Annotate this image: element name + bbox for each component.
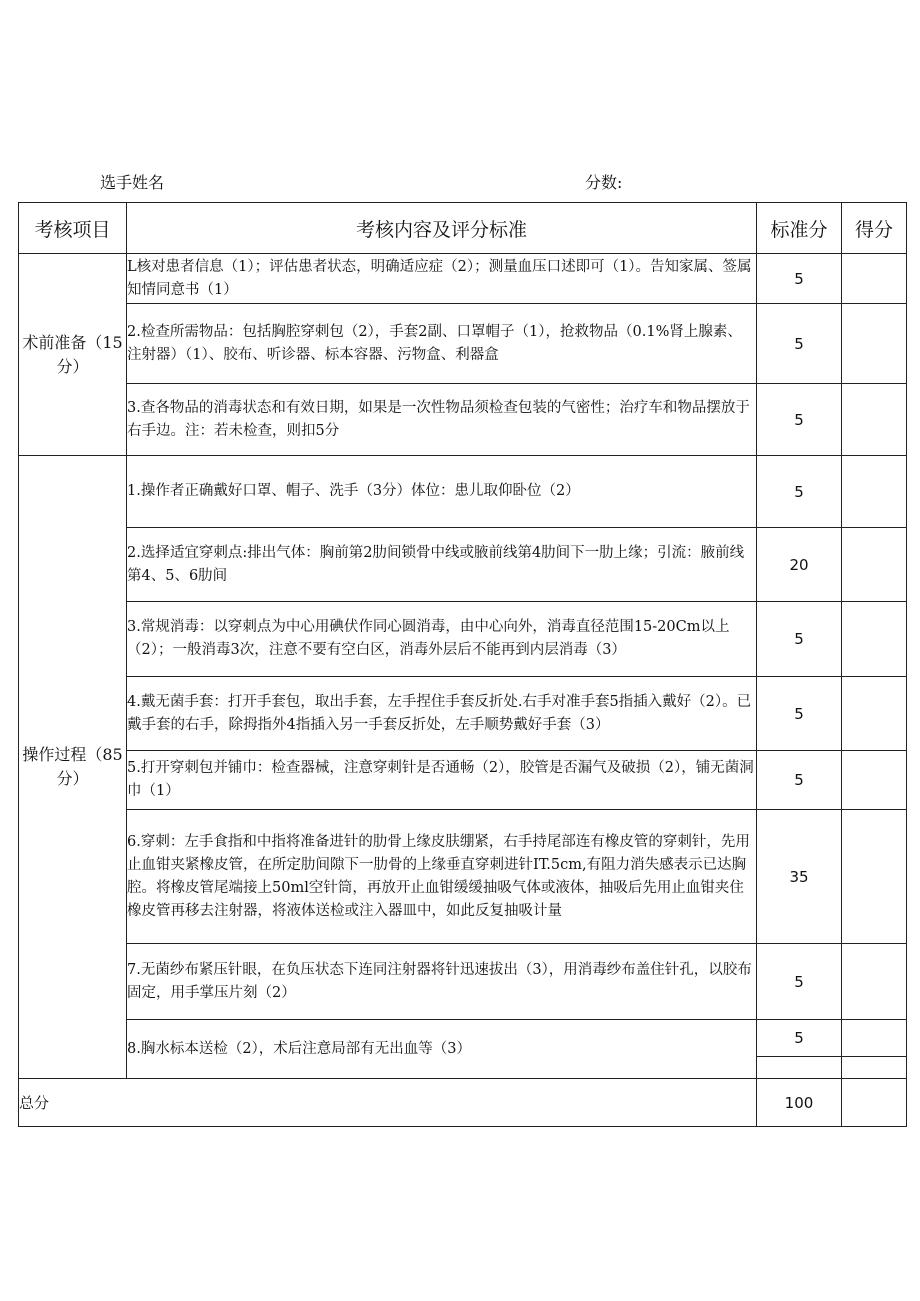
table-row [19, 751, 907, 810]
item-score-input[interactable] [842, 384, 907, 456]
table-row [19, 810, 907, 944]
item-standard-score: 5 [757, 384, 842, 456]
item-score-input[interactable] [842, 254, 907, 304]
item-standard-score: 5 [757, 456, 842, 528]
total-score-input[interactable] [842, 1079, 907, 1127]
item-score-input[interactable] [842, 810, 907, 944]
blank-cell [757, 1057, 842, 1079]
item-standard-score: 35 [757, 810, 842, 944]
contestant-name-label: 选手姓名 [100, 173, 165, 192]
table-row [19, 677, 907, 751]
item-content: 5.打开穿刺包并铺巾：检查器械，注意穿刺针是否通畅（2），胶管是否漏气及破损（2），铺无菌洞巾（1） [127, 751, 757, 810]
item-standard-score: 20 [757, 528, 842, 602]
table-row [19, 456, 907, 528]
item-score-input[interactable] [842, 602, 907, 677]
item-content: 1.操作者正确戴好口罩、帽子、洗手（3分）体位：患儿取仰卧位（2） [127, 456, 757, 528]
item-content: 7.无菌纱布紧压针眼，在负压状态下连同注射器将针迅速拔出（3），用消毒纱布盖住针孔，以胶布固定，用手掌压片刻（2） [127, 944, 757, 1020]
total-label: 总分 [19, 1079, 757, 1127]
column-header-content: 考核内容及评分标准 [127, 203, 757, 254]
header-row [19, 203, 907, 254]
section-title-procedure: 操作过程（85分） [19, 456, 127, 1079]
item-content: 2.选择适宜穿刺点:排出气体：胸前第2肋间锁骨中线或腋前线第4肋间下一肋上缘；引流：腋前线第4、5、6肋间 [127, 528, 757, 602]
item-score-input[interactable] [842, 528, 907, 602]
item-standard-score: 5 [757, 944, 842, 1020]
table-row [19, 944, 907, 1020]
item-score-input[interactable] [842, 677, 907, 751]
item-content: 6.穿刺：左手食指和中指将准备进针的肋骨上缘皮肤绷紧，右手持尾部连有橡皮管的穿刺针，先用止血钳夹紧橡皮管，在所定肋间隙下一肋骨的上缘垂直穿刺进针IT.5cm,有阻力消失感表示已达胸腔。将橡皮管尾端接上50ml空针筒，再放开止血钳缓缓抽吸气体或液体，抽吸后先用止血钳夹住橡皮管再移去注射器，将液体送检或注入器皿中，如此反复抽吸计量 [127, 810, 757, 944]
item-score-input[interactable] [842, 456, 907, 528]
table-row [19, 1020, 907, 1057]
item-standard-score: 5 [757, 602, 842, 677]
item-score-input[interactable] [842, 304, 907, 384]
item-content: L核对患者信息（1）；评估患者状态，明确适应症（2）；测量血压口述即可（1）。告知家属、签属知情同意书（1） [127, 254, 757, 304]
item-score-input[interactable] [842, 944, 907, 1020]
table-row [19, 384, 907, 456]
blank-cell [842, 1057, 907, 1079]
total-standard-score: 100 [757, 1079, 842, 1127]
item-content: 8.胸水标本送检（2），术后注意局部有无出血等（3） [127, 1020, 757, 1079]
item-content: 3.常规消毒：以穿刺点为中心用碘伏作同心圆消毒，由中心向外，消毒直径范围15-20Cm以上（2）；一般消毒3次，注意不要有空白区，消毒外层后不能再到内层消毒（3） [127, 602, 757, 677]
item-standard-score: 5 [757, 304, 842, 384]
item-content: 2.检查所需物品：包括胸腔穿刺包（2），手套2副、口罩帽子（1），抢救物品（0.1%肾上腺素、注射器）（1）、胶布、听诊器、标本容器、污物盒、利器盒 [127, 304, 757, 384]
item-score-input[interactable] [842, 1020, 907, 1057]
item-standard-score: 5 [757, 1020, 842, 1057]
item-standard-score: 5 [757, 677, 842, 751]
column-header-obtained-score: 得分 [842, 203, 907, 254]
column-header-item: 考核项目 [19, 203, 127, 254]
table-row [19, 304, 907, 384]
assessment-table [18, 202, 907, 1127]
section-title-preop: 术前准备（15分） [19, 254, 127, 456]
item-standard-score: 5 [757, 751, 842, 810]
table-row [19, 602, 907, 677]
total-row [19, 1079, 907, 1127]
item-score-input[interactable] [842, 751, 907, 810]
item-content: 4.戴无菌手套：打开手套包，取出手套，左手捏住手套反折处.右手对准手套5指插入戴好（2）。已戴手套的右手，除拇指外4指插入另一手套反折处，左手顺势戴好手套（3） [127, 677, 757, 751]
item-standard-score: 5 [757, 254, 842, 304]
item-content: 3.查各物品的消毒状态和有效日期，如果是一次性物品须检查包装的气密性；治疗车和物品摆放于右手边。注：若未检查，则扣5分 [127, 384, 757, 456]
table-row [19, 254, 907, 304]
column-header-standard-score: 标准分 [757, 203, 842, 254]
table-row [19, 528, 907, 602]
score-label: 分数: [585, 173, 623, 192]
